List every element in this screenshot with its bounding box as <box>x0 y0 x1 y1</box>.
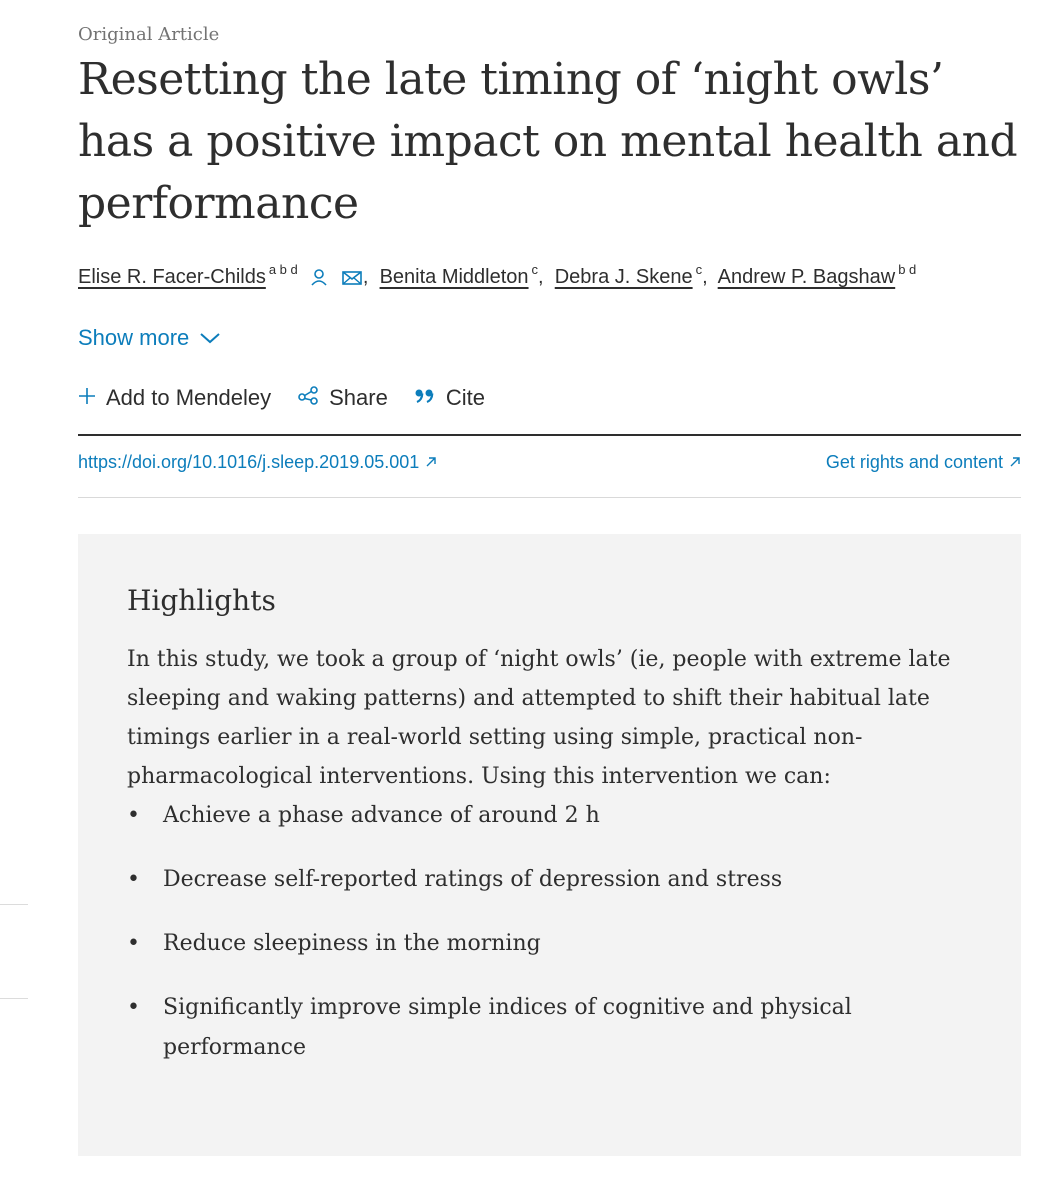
author-link[interactable]: Andrew P. Bagshaw <box>717 266 896 288</box>
author-affiliations: c <box>531 262 539 277</box>
list-item <box>127 988 967 1068</box>
list-item <box>127 796 967 836</box>
author-affiliations: c <box>695 262 703 277</box>
author-link[interactable]: Debra J. Skene <box>554 266 693 288</box>
bullet-icon: • <box>127 931 140 956</box>
email-icon[interactable] <box>341 269 363 293</box>
show-more-label: Show more <box>78 325 190 350</box>
author-list <box>78 262 916 293</box>
show-more-button[interactable] <box>78 325 221 351</box>
person-icon[interactable] <box>309 267 329 293</box>
article-title: Resetting the late timing of ‘night owls’ has a positive impact on mental health and performance <box>78 54 1018 229</box>
author-separator: , <box>538 266 550 288</box>
author-separator: , <box>702 266 714 288</box>
share-button[interactable] <box>297 385 388 411</box>
highlights-list <box>127 796 967 1092</box>
share-icon <box>297 385 319 411</box>
external-link-icon <box>1009 452 1021 473</box>
highlight-text: Decrease self-reported ratings of depression and stress <box>163 867 783 892</box>
header-divider <box>78 434 1021 436</box>
list-item <box>127 924 967 964</box>
author-affiliations: a b d <box>268 262 298 277</box>
highlight-text: Reduce sleepiness in the morning <box>163 931 541 956</box>
doi-link[interactable] <box>78 452 437 473</box>
author-separator: , <box>362 266 374 288</box>
highlights-heading: Highlights <box>127 584 276 617</box>
highlights-panel <box>78 534 1021 1156</box>
external-link-icon <box>425 452 437 473</box>
left-edge-divider <box>0 904 28 905</box>
list-item <box>127 860 967 900</box>
get-rights-text: Get rights and content <box>825 452 1003 472</box>
section-divider <box>78 497 1021 498</box>
doi-text: https://doi.org/10.1016/j.sleep.2019.05.001 <box>78 452 420 472</box>
author-link[interactable]: Elise R. Facer-Childs <box>78 266 266 288</box>
bullet-icon: • <box>127 803 140 828</box>
highlight-text: Significantly improve simple indices of cognitive and physical performance <box>163 995 852 1060</box>
left-edge-divider <box>0 998 28 999</box>
get-rights-link[interactable] <box>826 452 1021 473</box>
share-label: Share <box>329 385 388 410</box>
plus-icon <box>78 385 96 411</box>
bullet-icon: • <box>127 867 140 892</box>
article-actions <box>78 385 485 411</box>
bullet-icon: • <box>127 995 140 1020</box>
quote-icon <box>414 385 436 411</box>
chevron-down-icon <box>199 325 221 351</box>
article-type-label: Original Article <box>78 24 220 45</box>
add-to-mendeley-button[interactable] <box>78 385 271 411</box>
cite-button[interactable] <box>414 385 485 411</box>
highlights-intro: In this study, we took a group of ‘night owls’ (ie, people with extreme late sleeping and waking patterns) and attempted to shift their habitual late timings earlier in a real-world setting using simple, practical non-pharmacological interventions. Using this intervention we can: <box>127 647 951 789</box>
highlight-text: Achieve a phase advance of around 2 h <box>163 803 600 828</box>
author-affiliations: b d <box>898 262 917 277</box>
add-to-mendeley-label: Add to Mendeley <box>106 385 272 410</box>
author-link[interactable]: Benita Middleton <box>379 266 529 288</box>
cite-label: Cite <box>445 385 485 410</box>
